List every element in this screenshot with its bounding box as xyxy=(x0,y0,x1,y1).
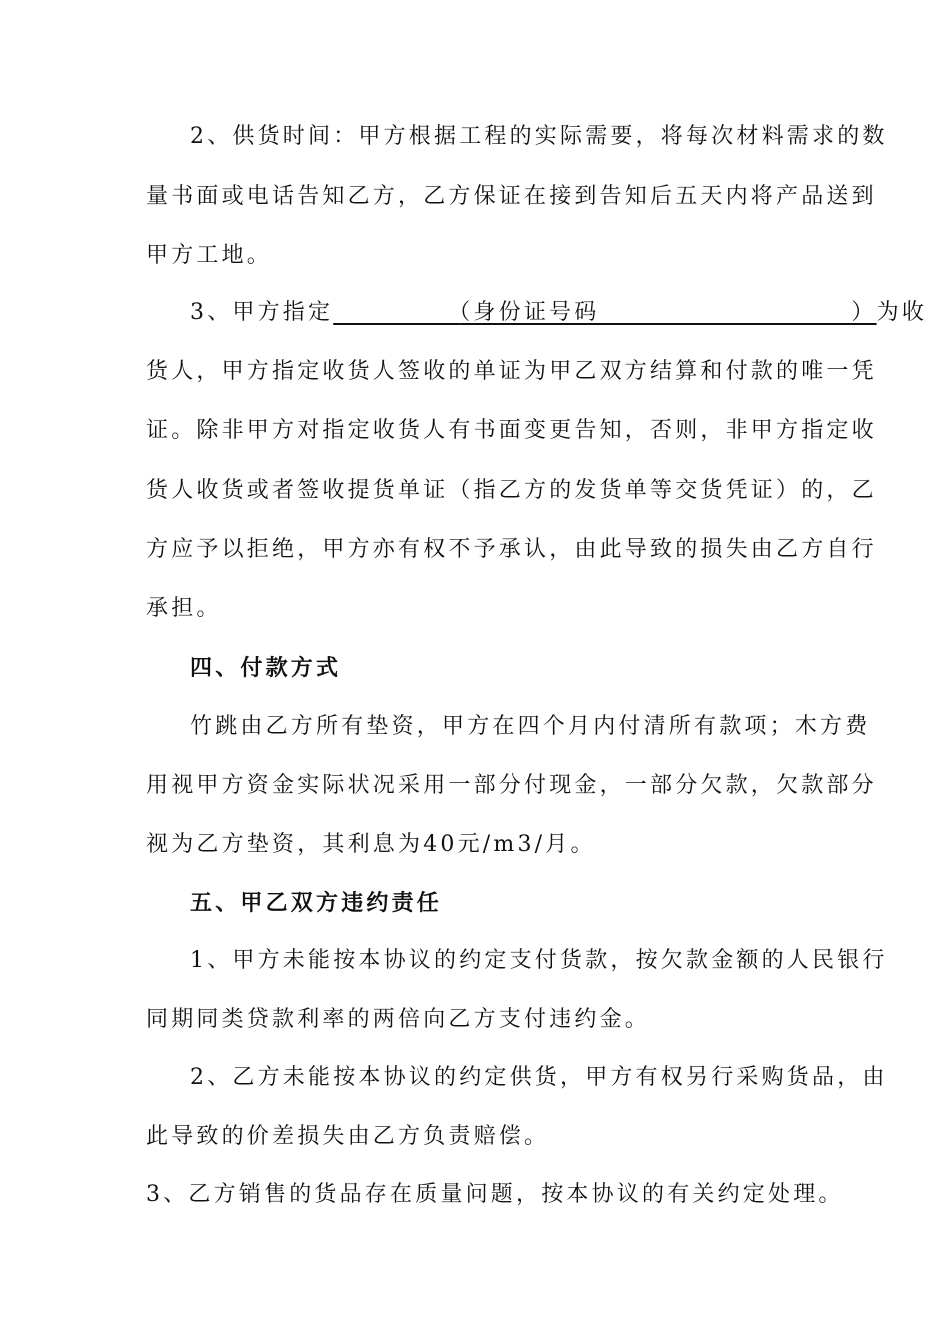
liability-1-line-2: 同期同类贷款利率的两倍向乙方支付违约金。 xyxy=(146,1007,651,1032)
liability-3-line-1: 3、乙方销售的货品存在质量问题，按本协议的有关约定处理。 xyxy=(146,1182,844,1207)
clause-3-line-2: 货人，甲方指定收货人签收的单证为甲乙双方结算和付款的唯一凭 xyxy=(146,359,877,384)
liability-2-line-2: 此导致的价差损失由乙方负责赔偿。 xyxy=(146,1124,550,1149)
clause-3-line-1 xyxy=(190,298,927,328)
payment-line-3: 视为乙方垫资，其利息为40元/m3/月。 xyxy=(146,832,596,857)
clause-3-prefix: 3、甲方指定 xyxy=(190,300,334,325)
clause-3-line-3: 证。除非甲方对指定收货人有书面变更告知，否则，非甲方指定收 xyxy=(146,418,877,443)
payment-line-2: 用视甲方资金实际状况采用一部分付现金，一部分欠款，欠款部分 xyxy=(146,773,877,798)
section-4-heading: 四、付款方式 xyxy=(190,655,342,681)
clause-2-line-2: 量书面或电话告知乙方，乙方保证在接到告知后五天内将产品送到 xyxy=(146,184,877,209)
clause-3-line-5: 方应予以拒绝，甲方亦有权不予承认，由此导致的损失由乙方自行 xyxy=(146,537,877,562)
clause-2-line-3: 甲方工地。 xyxy=(146,243,273,268)
clause-2-line-1: 2、供货时间：甲方根据工程的实际需要，将每次材料需求的数 xyxy=(190,124,888,149)
clause-3-line-4: 货人收货或者签收提货单证（指乙方的发货单等交货凭证）的，乙 xyxy=(146,478,877,503)
clause-3-line-6: 承担。 xyxy=(146,596,222,621)
clause-3-suffix: 为收 xyxy=(876,300,928,325)
consignee-blank-field xyxy=(333,300,876,325)
section-5-heading: 五、甲乙双方违约责任 xyxy=(190,890,443,916)
liability-1-line-1: 1、甲方未能按本协议的约定支付货款，按欠款金额的人民银行 xyxy=(190,948,888,973)
id-number-label: （身份证号码 ） xyxy=(459,300,877,325)
payment-line-1: 竹跳由乙方所有垫资，甲方在四个月内付清所有款项；木方费 xyxy=(190,714,871,739)
liability-2-line-1: 2、乙方未能按本协议的约定供货，甲方有权另行采购货品，由 xyxy=(190,1065,888,1090)
